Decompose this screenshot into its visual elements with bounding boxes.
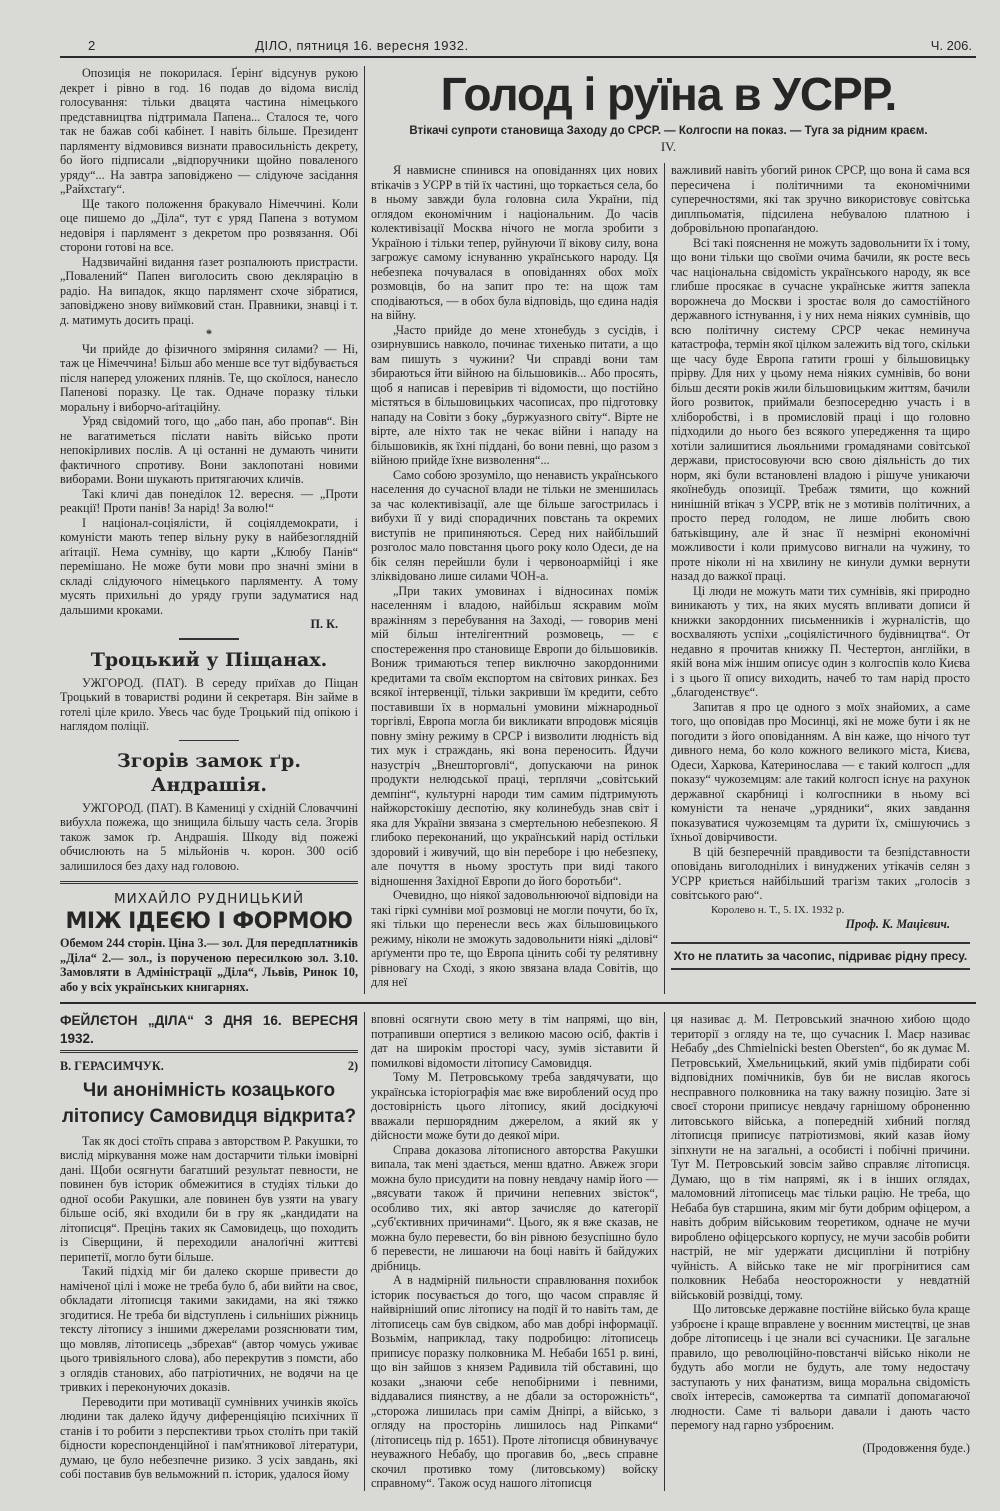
paragraph: Я навмисне спинився на оповіданнях цих нових втікачів з УСРР в тій їх частині, що торкається села, бо в ньому завжди була головна сила України, під оглядом економічним і національним. До часів колективізації Москва нічого не могла зробити з Україною і тільки тепер, руйнуючи її вікову силу, вона загрожує самому існуванню українського народу. Ця небезпека почувалася в оповіданнях обох моїх розмовців, бо на запит про те: на щож там сподіваються, — в обох була відповідь, що єдина надія на війну. [371, 163, 658, 323]
feuilleton-section [60, 1012, 976, 1491]
paragraph: Тому М. Петровському треба завдячувати, що українська історіографія має вже вироблений осуд про достовірність цього літопису, який досідкуючі вважали першорядним джерелом, а який як у дійсности може бути до деякої міри. [371, 1070, 658, 1142]
masthead: ДІЛО, пятниця 16. вересня 1932. [255, 38, 469, 53]
paragraph: „При таких умовинах і відносинах поміж населенням і владою, найбільш яскравим моїм вражінням з перебування на Заході, — говорив мені мій більш інтелігентний розмовець, — є спостереження про становище Европи до більшовиків. Вониж тримаються тепер виключно закордонними кредитами та своїм експортом на світових ринках. Без всякої інтервенції, тільки закривши їм кредити, себто поставивши їх в нормальні умовини міжнародньої торгівлі, Европа могла би викликати впродовж місяців повну зміну режиму в СРСР і визволити людність від тих мук і страждань, які вона переносить. Йдучи назустріч „Внешторговлі“, допускаючи на ринок продукти нелюдської праці, терплячи „совітський демпінґ“, культурні народи тим самим підтримують найжорстокішу деспотію, яку колинебудь знав світ і яка для України звязана з смертельною небезпекою. Я глибоко переконаний, що український нарід остільки здоровий і живучий, що він переборе і цю небезпеку, але почуття в ньому зростуть при виді такого відношення Західної Европи до його боротьби“. [371, 583, 658, 888]
feuilleton-column-1 [60, 1012, 365, 1491]
page-header [60, 38, 976, 58]
paragraph: Що литовське державне постійне військо була краще узброєне і краще вправлене у воєнним мистецтві, це знав добре літописець і це знали всі сучасники. Це загальне правило, що революційно-повстанчі військо ніколи не будуть або могли не будуть, але тому недостачу заступають у них фанатизм, вища моральна свідомість своїх інтересів, саможертва та симпатії допомагаючої людности. Саме ті вальори давали і дають часто перемогу над гарно узброєним. [671, 1302, 970, 1432]
paragraph: Опозиція не покорилася. Ґерінґ відсунув рукою декрет і рівно в год. 16 подав до відома вислід голосування: тільки двацята частина німецького представництва підтримала Папена... Сталося те, чого так не бажав собі кабінет. І навіть більше. Президент парляменту відмовився визнати правосильність декрету, бо його підписали „відпоручники щойно поваленого уряду“... На завтра заповіджено — слідуюче засідання „Райхстаґу“. [60, 66, 358, 196]
paragraph: Ці люди не можуть мати тих сумнівів, які природно виникають у тих, на яких мусять впливати дописи й книжки закордонних письменників і журналістів, що восхваляють успіхи „соціялістичного будівництва“. От недавно я прочитав книжку П. Честертон, англійки, в якій вона між іншим описує один з колгоспів коло Києва і з цього її опису виходить, начеб то там нарід просто „благоденствує“. [671, 583, 970, 700]
article-header [365, 66, 970, 163]
news-title-fire: Згорів замок ґр. Андрашія. [117, 749, 301, 796]
dateline: Королево н. Т., 5. IX. 1932 р. [711, 903, 845, 916]
continued-note: (Продовження буде.) [862, 1440, 970, 1455]
paragraph: Чи прийде до фізичного зміряння силами? — Ні, таж це Німеччина! Більш або менше все тут відбувається після наперед уложених плянів. Те, що скоїлося, нанесло Папенові поразку. Це так. Одначе поразку тільки моральну і виборчо-аґітаційну. [60, 341, 358, 414]
signature: П. К. [310, 617, 338, 631]
feuilleton-header: ФЕЙЛЄТОН „ДІЛА“ З ДНЯ 16. ВЕРЕСНЯ 1932. [60, 1012, 358, 1053]
ad-rule [60, 881, 358, 884]
paragraph: Справа доказова літописного авторства Ракушки випала, так мені здається, менш вдатно. Авжеж згори можна було присудити на повну невдачу намір його — „вясувати також й причини непевних звісток“, особливо тих, які автор зачисляє до категорії „суб'єктивних причинами“. Цього, як я вже сказав, не можна було перевести, бо він рівною безуспішно було б перевести, не лишаючи на боці навіть й байдужих дрібниць. [371, 1142, 658, 1273]
article-middle-column [365, 163, 665, 994]
paragraph: вповні осягнути свою мету в тім напрямі, що він, потрапивши опертися з великою масою осіб, фактів і дат на широкім просторі часу, зумів зіставити й помилкові відомости літопису Самовидця. [371, 1012, 658, 1070]
feuilleton-column-2 [365, 1012, 665, 1491]
feuilleton-author: В. ГЕРАСИМЧУК. [60, 1059, 164, 1073]
paragraph: ця називає д. М. Петровський значною хибою щодо території з огляду на те, що сучасник І. Маєр називає Небабу „des Chmielnicki besten Obersten“, бо як думає М. Петровський, Хмельницький, який умів підбирати собі відповідних помічників, був би не вислав якогось несправного полковника на таку важну позицію. Зате зі своєї сторони приписує невдачу гарнішому оброненню литовського війська, а попередній хибний погляд літописця приписує патріотизмові, який казав йому зіпхнути не на загальні, а особисті і побічні причини. Тут М. Петровський зовсім зайво справляє літописця. Думаю, що в тім напрямі, як і в інших оглядах, маломовний літописець має тільки рацію. Не треба, що Небаба був старшина, яким міг бути добрим офіцером, а навіть добрим військовим теоретиком, одначе не мучи вироблено офіцерського корпусу, не мучи засобів робити настрій, не міг удержати дисципліни й потрібну чуйність. А військо таке не міг прогрінитися сам полковник Небаба неосторожности у невдатній військовій розвідці, тому. [671, 1012, 970, 1302]
section-star: * [205, 327, 213, 341]
section-rule [60, 1002, 976, 1004]
ad-author: МИХАЙЛО РУДНИЦЬКИЙ [113, 891, 305, 907]
paragraph: Так як досі стоїть справа з авторством Р. Ракушки, то вислід міркування може нам достарчити тільки імовірні дані. Щоби осягнути багатший результат певности, не повинен був історик обмежитися в студіях тільки до одної особи Ракушки, але повинен був узяти на увагу більше осіб, які входили би в гру як „кандидати на літописця“. Прецінь таких як Самовидець, що походить із Сіверщини, й переходили аналоґічні життєві перипетії, могло бути більше. [60, 1133, 358, 1264]
separator [179, 638, 239, 640]
feuilleton-byline [60, 1059, 358, 1074]
feuilleton-part: 2) [347, 1059, 358, 1073]
subscription-notice: Хто не платить за часопис, підриває рідну пресу. [671, 942, 970, 970]
article-part: IV. [660, 139, 677, 154]
paragraph: Ще такого положення бракувало Німеччині. Коли оце пишемо до „Діла“, тут є уряд Папена з вотумом недовіря і парлямент з декретом про розвязання. Обі сторони готові на все. [60, 196, 358, 254]
separator [179, 740, 239, 741]
article-headline: Голод і руїна в УСРР. [440, 68, 897, 120]
paragraph: А в надмірній пильности справлювання похибок історик посувається до того, що часом справляє й найвірніший опис літопису на події й то навіть там, де літописець сам був свідком, або мав добрі інформації. Возьмім, наприклад, таку подробицю: літописець приписує поразку полковника М. Небаби 1651 р. вині, що він зайшов з князем Радивила тій обставині, що козаки „знаючи себе непобірними і певними, віддавалися пиянству, а не дбали за осторожність“, „сторожа лишилась при самім Дніпрі, а військо, з огляду на просторінь лишилось над Ріпками“ (літописець під р. 1651). Проте літописця обвинувачує неуважного Небабу, що прогавив бо, „весь справне скочил противко тому (литовському) войску справному“. Також осуд нашого літописця [371, 1273, 658, 1490]
paragraph: Такий підхід міг би далеко скорше привести до наміченої цілі і може не треба було б, аби вийти на своє, обкладати літописця такими закидами, на які тяжко згодитися. Не треба би відступлень і сильніших ріжниць тексту літопису з іншими джерелами розяснювати тим, що мовляв, літописець „збрехав“ (автор чомусь уживає цього тривіяльного слова), або перекрутив з помсти, або з оглядів станових, або патріотичних, не водячи на це тривких і переконуючих доказів. [60, 1264, 358, 1394]
paragraph: Само собою зрозуміло, що ненависть українського населення до сучасної влади не тільки не зменшилась за час колективізації, але ще більше загострилась і вибухи її у виді спорадичних повстань та окремих виступів не припиняються. Серед них найбільший розголос мало повстання цього року коло Одеси, де на бік селян перейшли були і червоноармійці і яке зліквідовано лише силами ЧОН-а. [371, 467, 658, 584]
article-author: Проф. К. Мацієвич. [845, 917, 950, 932]
article-right-column [665, 163, 970, 994]
top-section [60, 66, 976, 994]
ad-body: Обемом 244 сторін. Ціна 3.— зол. Для передплатників „Діла“ 2.— зол., із порученою пересилкою зол. 3.10. Замовляти в Адміністрації „Діла“, Львів, Ринок 10, або у всіх українських книгарнях. [60, 936, 358, 994]
news-title-trotsky: Троцький у Піщанах. [90, 648, 328, 671]
feuilleton-title: Чи анонімність козацького літопису Самовидця відкрита? [61, 1079, 357, 1127]
feuilleton-column-3 [665, 1012, 970, 1491]
paragraph: Очевидно, що ніякої задовольнюючої відповіди на такі гіркі сумніви мої розмовці не могли почути, бо їх, які тільки що перенесли весь жах більшовицького режиму, ніколи не зможуть задовольнити ніякі „ділові“ арґументи про те, що Европа цінить собі ту релятивну рівновагу на Сході, з якою звязана влада Совітів, що для неї [371, 888, 658, 990]
paragraph: важливий навіть убогий ринок СРСР, що вона й сама вся пересичена і політичними та економічними суперечностями, які так зручно використовує совітська диплпьоматія, підсилена небувалою платною і добровільною пропаґандою. [671, 163, 970, 236]
paragraph: „Часто прийде до мене хтонебудь з сусідів, і озирнувшись навколо, починає тихенько питати, а що вам пишуть з чужини? Чи справді вони там збираються йти війною на більшовиків... Або просять, щоб я написав і перевірив ті відомости, що постійно містяться в більшовицьких часописах, про підготовку нападу на Совіти з боку „буржуазного світу“. Вірте не вірте, але ніхто так не чекає війни і нападу на більшовиків, як їхні піддані, бо вони певні, що разом з війною прийде їхне визволення“... [371, 322, 658, 468]
paragraph: Всі такі пояснення не можуть задовольнити їх і тому, що вони тільки що своїми очима бачили, як росте весь час національна свідомість українського народу, як все глибше просякає в сучасне українське життя запекла ворожнеча до Москви і зростає воля до самостійного державного істнування, і у них нема ніяких сумнівів, що всю політичну систему СРСР чекає неминуча катастрофа, термін якої цілком залежить від того, скільки ще часу буде Европа гатити гроші у більшовицьку прірву. Для них у цьому нема ніяких сумнівів, бо вони більш десяти років жили більшовицьким життям, бачили його розвиток, приймали безпосередню участь і в хліборобстві, і в промисловій праці і що головно підходили до нього без всякого упередження та щиро хотіли залишитися льояльними громадянами совітської держави, пристосовуючи всю свою діяльність до тих норм, які були встановлені владою і рішуче уникаючи якоїнебудь опозиції. Требаж тямити, що кожний нинішній втікач з УСРР, втік не з мотивів політичних, а просто перед голодом, не лише любить свою батьківщину, але й знає її незмірні економічні можливости і коли примусово вигнали на чужину, то проте ніколи ні на хвилину не кинули думки вернути назад до важкої праці. [671, 235, 970, 584]
paragraph: І націонал-соціялісти, й соціялдемократи, і комуністи мають тепер вільну руку в найбезоглядній аґітації. Нема сумніву, що карти „Клюбу Панів“ перемішано. Не може бути мови про значні зміни в складі слідуючого німецького парляменту. А тому мусять прихильні до уряду групи задуматися над дальшими кроками. [60, 515, 358, 617]
news-body: УЖГОРОД. (ПАТ). В середу приїхав до Піщан Троцький в товаристві родини й секретаря. Він займе в готелі ціле крило. Увесь час буде Троцький під опікою і наглядом поліції. [60, 675, 358, 733]
paragraph: Уряд свідомий того, що „або пан, або пропав“. Він не вагатиметься післати навіть військо проти непокірливих послів. А ці останні не думають чинити фактичного спротиву. Вони заклопотані новими виборами. Вони шукають притягаючих кличів. [60, 414, 358, 486]
paragraph: Переводити при мотивації сумнівних учинків якоїсь людини так далеко йдучу диференціяцію психічних її станів і то робити з перспективи трьох століть при такій бідности кореспонденційної і пам'ятникової літератури, думаю, це було небезпечне ризико. З усіх завдань, які собі поставив був вельможний п. історик, удалося йому [60, 1394, 358, 1481]
left-column [60, 66, 365, 994]
paragraph: Запитав я про це одного з моїх знайомих, а саме того, що оповідав про Мосинці, які не може бути і як не погодити з його оповіданням. А він каже, що нічого тут дивного нема, бо коло кожного великого міста, Києва, Одеси, Харкова, Катеринослава — є такий колгосп „для показу“ чужоземцям: але такий колгосп існує на рахунок державної скарбниці і колгоспники в ньому всі комуністи та неначе „урядники“, яких завдання показуватися чужоземцям та дурити їх, смішуючись з їхньої довірчивости. [671, 699, 970, 845]
paragraph: Такі кличі дав понеділок 12. вересня. — „Проти реакції! Проти панів! За нарід! За волю!“ [60, 486, 358, 515]
issue-number: Ч. 206. [930, 38, 972, 53]
news-body: УЖГОРОД. (ПАТ). В Камениці у східній Словаччині вибухла пожежа, що знищила більшу часть села. Згорів також замок ґр. Андрашія. Шкоду від пожежі обчислюють на 5 мільйонів ч. корон. 300 осіб залишилося без даху над головою. [60, 800, 358, 873]
ad-book-title: МІЖ ІДЕЄЮ І ФОРМОЮ [65, 909, 353, 934]
page-number: 2 [88, 38, 96, 53]
article-subtitle: Втікачі супроти становища Заходу до СРСР. — Колгоспи на показ. — Туга за рідним краєм. [409, 125, 928, 137]
paragraph: Надзвичайні видання ґазет розпалюють пристрасти. „Повалений“ Папен виголосить свою деклярацію в радіо. На випадок, якщо парлямент схоче зібратися, заповіджено знову виїмковий стан. Правники, знавці і т. д. матимуть досить праці. [60, 254, 358, 327]
paragraph: В цій безперечній правдивости та безпідставности оповідань виголоднілих і винуджених утікачів селян з УСРР криється найбільший трагізм таких „голосів з совітського раю“. [671, 844, 970, 903]
